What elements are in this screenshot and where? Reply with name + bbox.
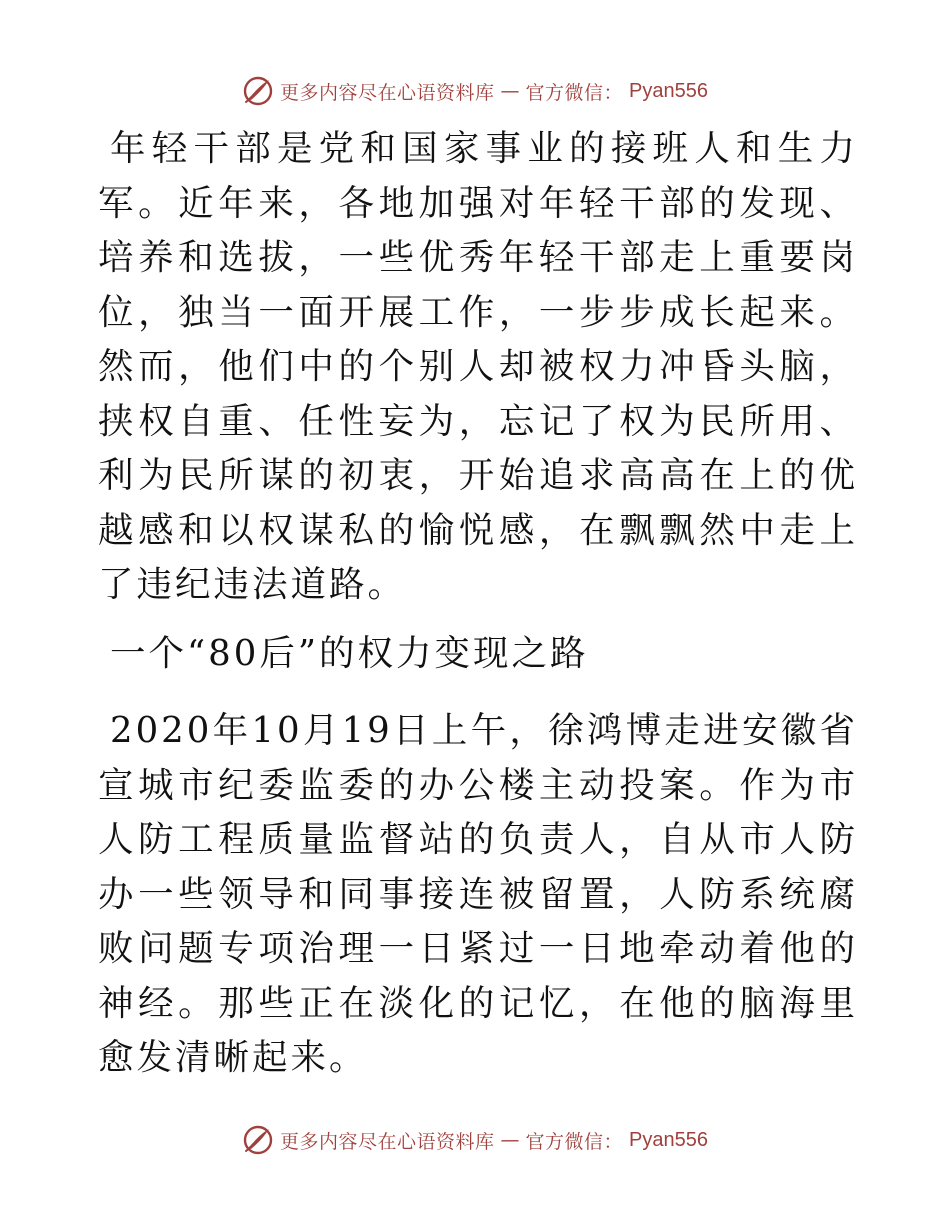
quill-logo-icon (242, 75, 274, 107)
quill-logo-icon (242, 1124, 274, 1156)
article-paragraph-2: 2020年10月19日上午，徐鸿博走进安徽省宣城市纪委监委的办公楼主动投案。作为市人防工程质量监督站的负责人，自从市人防办一些领导和同事接连被留置，人防系统腐败问题专项治理一日紧过一日地牵动着他的神经。那些正在淡化的记忆，在他的脑海里愈发清晰起来。 (98, 710, 858, 1078)
watermark-separator: — (500, 80, 520, 102)
watermark-site-text: 更多内容尽在心语资料库 (280, 1130, 495, 1153)
watermark-handle: Pyan556 (629, 79, 708, 102)
watermark-official-label: 官方微信： (525, 81, 624, 104)
article-body (98, 122, 858, 1086)
footer-watermark (0, 1120, 950, 1160)
header-watermark (0, 71, 950, 111)
watermark-handle: Pyan556 (629, 1128, 708, 1151)
watermark-separator: — (500, 1129, 520, 1151)
article-paragraph-1: 年轻干部是党和国家事业的接班人和生力军。近年来，各地加强对年轻干部的发现、培养和选拔，一些优秀年轻干部走上重要岗位，独当一面开展工作，一步步成长起来。然而，他们中的个别人却被权力冲昏头脑，挟权自重、任性妄为，忘记了权为民所用、利为民所谋的初衷，开始追求高高在上的优越感和以权谋私的愉悦感，在飘飘然中走上了违纪违法道路。 (98, 128, 858, 605)
watermark-official-label: 官方微信： (525, 1130, 624, 1153)
watermark-site-text: 更多内容尽在心语资料库 (280, 81, 495, 104)
article-section-heading: 一个“80后”的权力变现之路 (110, 632, 589, 674)
